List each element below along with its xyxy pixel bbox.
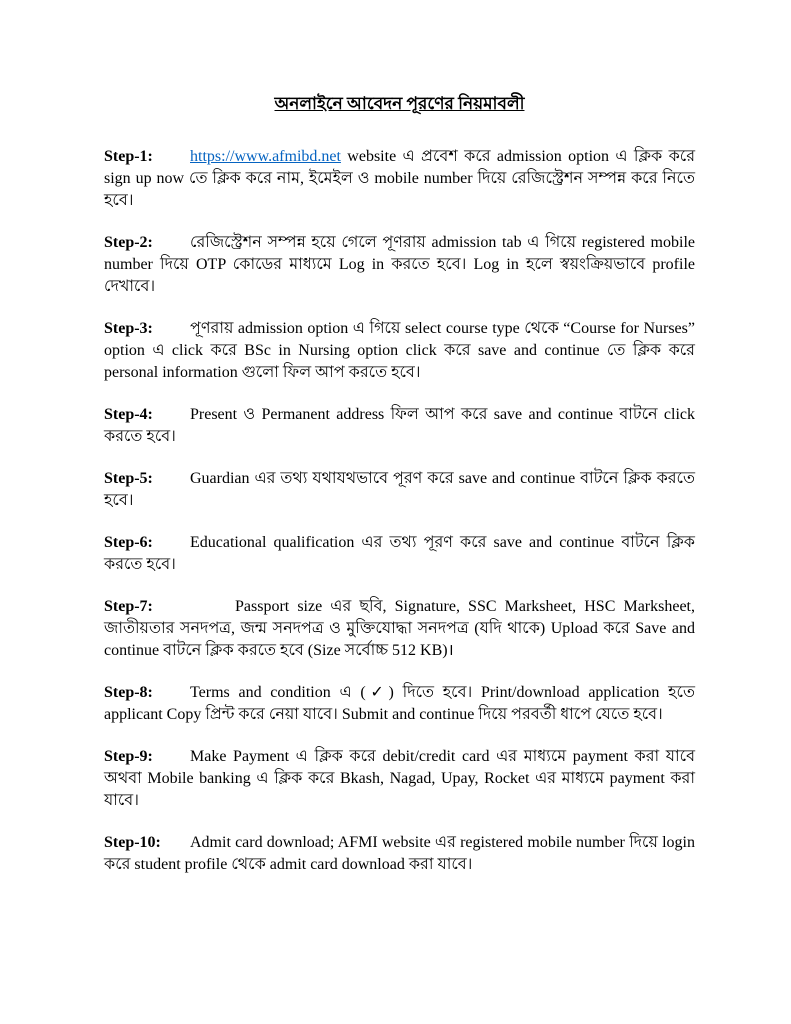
step-1-label: Step-1: [104,148,153,165]
step-3-paragraph [104,318,695,384]
step-5-label: Step-5: [104,470,153,487]
step-7-label: Step-7: [104,598,153,615]
step-3-label: Step-3: [104,320,153,337]
step-8-label: Step-8: [104,684,153,701]
step-6-label: Step-6: [104,534,153,551]
step-5-paragraph [104,468,695,512]
step-9-paragraph [104,746,695,812]
step-2-text: রেজিস্ট্রেশন সম্পন্ন হয়ে গেলে পূণরায় admission tab এ গিয়ে registered mobile number দিয়ে OTP কোডের মাধ্যমে Log in করতে হবে। Log in হলে স্বয়ংক্রিয়ভাবে profile দেখাবে। [104,234,695,295]
step-6-text: Educational qualification এর তথ্য পূরণ করে save and continue বাটনে ক্লিক করতে হবে। [104,534,695,573]
step-8-text: Terms and condition এ (✓) দিতে হবে। Print/download application হতে applicant Copy প্রিন্ট করে নেয়া যাবে। Submit and continue দিয়ে পরবর্তী ধাপে যেতে হবে। [104,684,695,723]
step-10-paragraph [104,832,695,876]
step-7-text: Passport size এর ছবি, Signature, SSC Marksheet, HSC Marksheet, জাতীয়তার সনদপত্র, জন্ম সনদপত্র ও মুক্তিযোদ্ধা সনদপত্র (যদি থাকে) Upload করে Save and continue বাটনে ক্লিক করতে হবে (Size সর্বোচ্চ 512 KB)। [104,598,695,659]
step-7-paragraph [104,596,695,662]
step-9-label: Step-9: [104,748,153,765]
step-4-text: Present ও Permanent address ফিল আপ করে save and continue বাটনে click করতে হবে। [104,406,695,445]
step-2-label: Step-2: [104,234,153,251]
step-1-text: website এ প্রবেশ করে admission option এ ক্লিক করে sign up now তে ক্লিক করে নাম, ইমেইল ও mobile number দিয়ে রেজিস্ট্রেশন সম্পন্ন করে নিতে হবে। [104,148,695,209]
step-1-paragraph [104,146,695,212]
step-9-text: Make Payment এ ক্লিক করে debit/credit card এর মাধ্যমে payment করা যাবে অথবা Mobile banking এ ক্লিক করে Bkash, Nagad, Upay, Rocket এর মাধ্যমে payment করা যাবে। [104,748,695,809]
step-4-label: Step-4: [104,406,153,423]
afmibd-website-link[interactable]: https://www.afmibd.net [190,148,341,165]
step-4-paragraph [104,404,695,448]
step-3-text: পূণরায় admission option এ গিয়ে select course type থেকে “Course for Nurses” option এ click করে BSc in Nursing option click করে save and continue তে ক্লিক করে personal information গুলো ফিল আপ করতে হবে। [104,320,695,381]
step-8-paragraph [104,682,695,726]
step-10-label: Step-10: [104,834,161,851]
step-2-paragraph [104,232,695,298]
step-10-text: Admit card download; AFMI website এর registered mobile number দিয়ে login করে student profile থেকে admit card download করা যাবে। [104,834,695,873]
page-title: অনলাইনে আবেদন পূরণের নিয়মাবলী [274,94,525,113]
step-6-paragraph [104,532,695,576]
step-5-text: Guardian এর তথ্য যথাযথভাবে পূরণ করে save and continue বাটনে ক্লিক করতে হবে। [104,470,695,509]
